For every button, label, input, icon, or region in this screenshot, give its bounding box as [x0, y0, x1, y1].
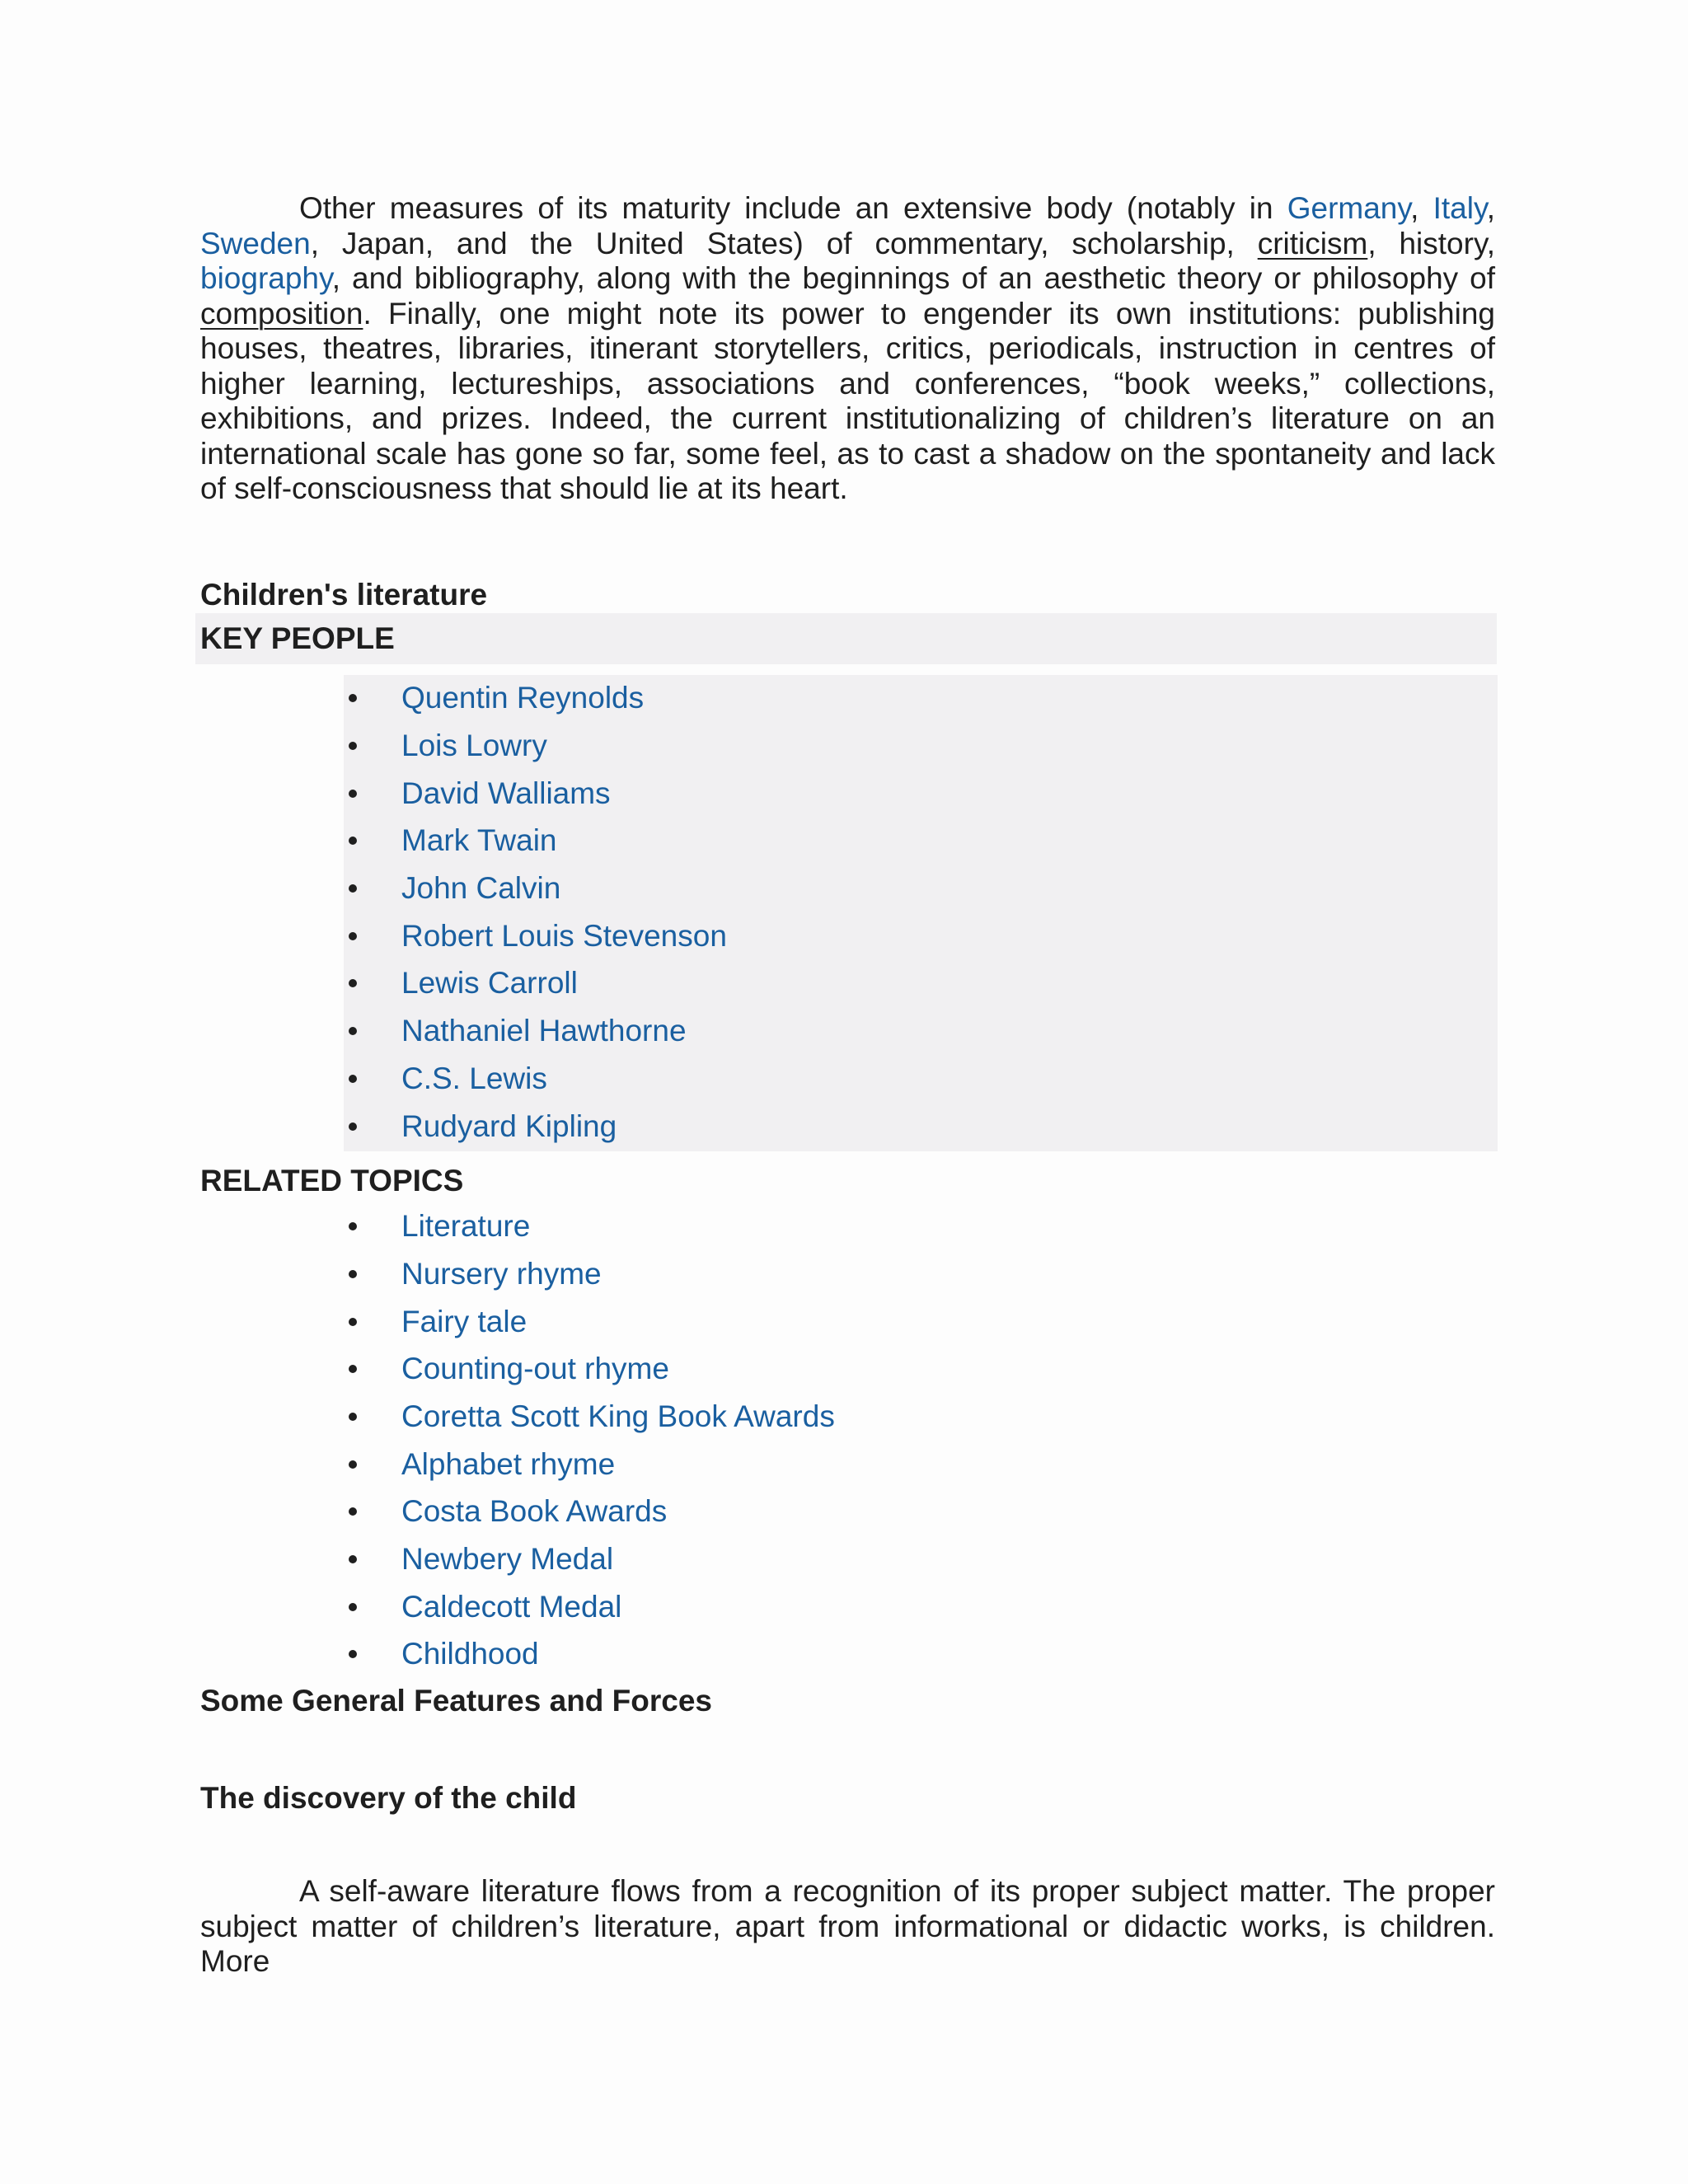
- related-topic-item: [344, 1250, 1495, 1298]
- related-topics-label: RELATED TOPICS: [200, 1164, 464, 1198]
- key-person-item: [344, 818, 1498, 865]
- bullet-icon: [349, 1027, 357, 1035]
- intro-text-5: , history,: [1367, 226, 1495, 260]
- bullet-icon: [349, 694, 357, 702]
- spacer: [200, 507, 1495, 577]
- key-person-item: [344, 675, 1498, 723]
- key-person-item-link[interactable]: John Calvin: [401, 871, 561, 906]
- key-person-item: [344, 912, 1498, 960]
- bullet-icon: [349, 1507, 357, 1516]
- key-person-item: [344, 960, 1498, 1008]
- key-people-list: [344, 675, 1498, 1152]
- spacer: [200, 1816, 1495, 1874]
- key-person-item-link[interactable]: Quentin Reynolds: [401, 681, 645, 715]
- key-person-item: [344, 1055, 1498, 1103]
- bullet-icon: [349, 742, 357, 750]
- section-heading: Some General Features and Forces: [200, 1684, 713, 1718]
- related-topic-item-link[interactable]: Costa Book Awards: [401, 1494, 668, 1529]
- document-page: [200, 191, 1495, 1980]
- bullet-icon: [349, 1222, 357, 1230]
- final-paragraph-text: A self-aware literature flows from a recognition of its proper subject matter. The proper subject matter of children’s literature, apart from informational or didactic works, is children. More: [200, 1874, 1495, 1979]
- bullet-icon: [349, 1603, 357, 1611]
- key-person-item: [344, 865, 1498, 912]
- link-biography[interactable]: biography: [200, 261, 332, 295]
- related-topic-item: [344, 1488, 1495, 1536]
- key-person-item-link[interactable]: Lois Lowry: [401, 729, 547, 763]
- key-person-item-link[interactable]: Mark Twain: [401, 823, 557, 858]
- bullet-icon: [349, 790, 357, 798]
- key-person-item-link[interactable]: Robert Louis Stevenson: [401, 918, 727, 953]
- key-person-item: [344, 1103, 1498, 1151]
- final-paragraph: [200, 1874, 1495, 1980]
- key-person-item-link[interactable]: Lewis Carroll: [401, 966, 578, 1001]
- key-people-header: [195, 613, 1497, 664]
- key-person-item: [344, 1007, 1498, 1055]
- related-topic-item-link[interactable]: Caldecott Medal: [401, 1589, 622, 1624]
- bullet-icon: [349, 1318, 357, 1326]
- related-topic-item-link[interactable]: Newbery Medal: [401, 1542, 614, 1577]
- key-person-item: [344, 722, 1498, 770]
- intro-text-7: . Finally, one might note its power to engender its own institutions: publishing houses, theatres, libraries, itinerant storytellers, critics, periodicals, instruction in centres of higher learning, lectureships, associations and conferences, “book weeks,” collections, exhibitions, and prizes. Indeed, the current institutionalizing of children’s literature on an international scale has gone so far, some feel, as to cast a shadow on the spontaneity and lack of self-consciousness that should lie at its heart.: [200, 296, 1495, 505]
- related-topic-item: [344, 1298, 1495, 1346]
- related-topic-item: [344, 1441, 1495, 1488]
- key-people-label: KEY PEOPLE: [200, 621, 395, 655]
- related-topic-item-link[interactable]: Childhood: [401, 1637, 539, 1671]
- spacer: [200, 1151, 1495, 1163]
- link-criticism[interactable]: criticism: [1257, 226, 1368, 260]
- related-topic-item-link[interactable]: Counting-out rhyme: [401, 1352, 669, 1386]
- related-topic-item: [344, 1202, 1495, 1250]
- related-topic-item-link[interactable]: Alphabet rhyme: [401, 1446, 616, 1481]
- link-sweden[interactable]: Sweden: [200, 226, 311, 260]
- related-topic-item: [344, 1583, 1495, 1631]
- related-topic-item: [344, 1345, 1495, 1393]
- bullet-icon: [349, 1365, 357, 1373]
- key-person-item-link[interactable]: C.S. Lewis: [401, 1061, 547, 1095]
- bullet-icon: [349, 1555, 357, 1563]
- key-person-item-link[interactable]: David Walliams: [401, 776, 611, 810]
- related-topic-item: [344, 1393, 1495, 1441]
- related-topic-item-link[interactable]: Literature: [401, 1209, 531, 1244]
- bullet-icon: [349, 1460, 357, 1469]
- key-person-item: [344, 770, 1498, 818]
- intro-paragraph: [200, 191, 1495, 507]
- bullet-icon: [349, 1650, 357, 1658]
- link-germany[interactable]: Germany: [1287, 191, 1411, 225]
- related-topics-list: [344, 1199, 1495, 1678]
- link-italy[interactable]: Italy: [1432, 191, 1487, 225]
- bullet-icon: [349, 1413, 357, 1421]
- bullet-icon: [349, 1122, 357, 1131]
- intro-text-3: ,: [1486, 191, 1495, 225]
- related-topic-item: [344, 1535, 1495, 1583]
- related-topic-item-link[interactable]: Coretta Scott King Book Awards: [401, 1399, 835, 1433]
- bullet-icon: [349, 837, 357, 845]
- intro-text-2: ,: [1410, 191, 1433, 225]
- bullet-icon: [349, 932, 357, 940]
- key-person-item-link[interactable]: Nathaniel Hawthorne: [401, 1014, 687, 1048]
- link-composition[interactable]: composition: [200, 296, 363, 330]
- related-topic-item: [344, 1631, 1495, 1679]
- bullet-icon: [349, 1270, 357, 1278]
- key-person-item-link[interactable]: Rudyard Kipling: [401, 1108, 617, 1143]
- intro-text-6: , and bibliography, along with the beginnings of an aesthetic theory or philosophy of: [331, 261, 1495, 295]
- intro-text-4: , Japan, and the United States) of commentary, scholarship,: [310, 226, 1258, 260]
- intro-text-1: Other measures of its maturity include an extensive body (notably in: [299, 191, 1287, 225]
- related-topic-item-link[interactable]: Fairy tale: [401, 1304, 528, 1338]
- sidebar-title: Children's literature: [200, 577, 488, 612]
- bullet-icon: [349, 1075, 357, 1083]
- subsection-heading: The discovery of the child: [200, 1781, 577, 1816]
- related-topic-item-link[interactable]: Nursery rhyme: [401, 1256, 602, 1291]
- bullet-icon: [349, 979, 357, 987]
- bullet-icon: [349, 884, 357, 893]
- spacer: [200, 1719, 1495, 1780]
